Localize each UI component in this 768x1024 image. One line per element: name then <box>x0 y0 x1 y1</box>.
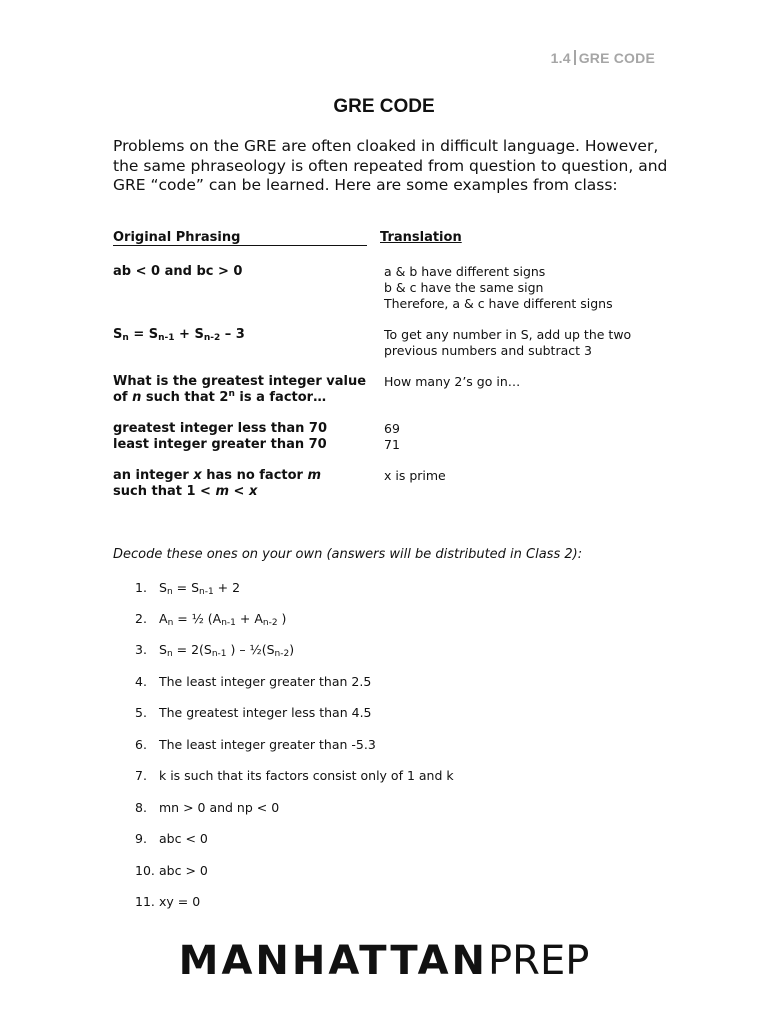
original-phrasing-cell <box>113 264 242 280</box>
translation-line: 69 <box>384 421 400 436</box>
original-phrasing-cell <box>113 327 245 343</box>
intro-line: Problems on the GRE are often cloaked in difficult language. However, <box>113 137 659 155</box>
translation-cell <box>384 264 613 312</box>
item-text: The least integer greater than -5.3 <box>159 737 376 752</box>
list-item <box>135 737 376 752</box>
list-item: 3. $S_n = 2(S_{n-1}$ ) – $\frac{1}{2}(S_{n-2})$ <box>135 642 295 659</box>
item-text: The least integer greater than 2.5 <box>159 674 372 689</box>
item-number: 8. <box>135 800 147 815</box>
list-item <box>135 705 372 720</box>
translation-line: To get any number in S, add up the two <box>384 327 632 342</box>
translation-line: x is prime <box>384 468 446 483</box>
list-item <box>135 800 279 815</box>
translation-line: b & c have the same sign <box>384 280 544 295</box>
logo-bold-word: MANHATTAN <box>178 938 489 984</box>
item-number: 1. <box>135 580 147 595</box>
list-item: 2. $A_n$ = ½ ($A_{n-1} + A_{n-2}$ ) <box>135 611 287 628</box>
column-header-original: Original Phrasing <box>113 230 367 246</box>
page-header <box>551 50 655 66</box>
item-number: 11. <box>135 894 155 909</box>
item-number: 2. <box>135 611 147 626</box>
list-item <box>135 894 200 909</box>
intro-line: the same phraseology is often repeated from question to question, and <box>113 156 668 175</box>
original-phrasing-cell <box>113 421 327 453</box>
item-text: abc < 0 <box>159 831 208 846</box>
list-item: 1. $S_n = S_{n-1} + 2$ <box>135 580 241 597</box>
manhattan-prep-logo <box>0 938 768 984</box>
phrasing-line: ab < 0 and bc > 0 <box>113 264 243 279</box>
item-text: mn > 0 and np < 0 <box>159 800 280 815</box>
section-label: GRE CODE <box>578 50 655 66</box>
item-number: 5. <box>135 705 147 720</box>
item-text: k is such that its factors consist only of 1 and k <box>159 768 454 783</box>
translation-line: Therefore, a & c have different signs <box>384 296 613 311</box>
header-divider <box>574 50 576 65</box>
list-item <box>135 831 208 846</box>
translation-line: How many 2’s go in… <box>384 374 521 389</box>
item-number: 4. <box>135 674 147 689</box>
decode-instructions: Decode these ones on your own (answers will be distributed in Class 2): <box>113 547 583 562</box>
original-phrasing-cell <box>113 374 366 406</box>
logo-light-word: PREP <box>488 938 590 984</box>
intro-line: GRE “code” can be learned. Here are some examples from class: <box>113 176 618 194</box>
item-number: 9. <box>135 831 147 846</box>
translation-line: 71 <box>384 437 400 452</box>
phrasing-line: greatest integer less than 70 <box>113 421 328 436</box>
translation-cell <box>384 421 400 453</box>
phrasing-line: least integer greater than 70 <box>113 437 327 452</box>
list-item <box>135 768 454 783</box>
phrasing-line: What is the greatest integer value <box>113 374 367 389</box>
phrasing-line: of n such that 2$^n$ is a factor… <box>113 389 327 405</box>
page-title: GRE CODE <box>333 96 435 117</box>
item-number: 3. <box>135 642 147 657</box>
intro-paragraph <box>113 137 673 196</box>
list-item <box>135 674 371 689</box>
list-item <box>135 863 208 878</box>
translation-line: a & b have different signs <box>384 264 546 279</box>
item-text: xy = 0 <box>159 894 201 909</box>
phrasing-line: such that 1 < m < x <box>113 484 258 499</box>
translation-cell <box>384 374 520 390</box>
item-number: 6. <box>135 737 147 752</box>
translation-line: previous numbers and subtract 3 <box>384 343 592 358</box>
item-number: 7. <box>135 768 147 783</box>
original-phrasing-cell <box>113 468 321 500</box>
phrasing-line: an integer x has no factor m <box>113 468 322 483</box>
item-text: The greatest integer less than 4.5 <box>159 705 372 720</box>
section-number: 1.4 <box>550 50 571 66</box>
column-header-translation: Translation <box>380 230 462 245</box>
translation-cell <box>384 468 446 484</box>
item-number: 10. <box>135 863 155 878</box>
sequence-formula: $S_n = S_{n-1} + S_{n-2} - 3$ <box>113 327 245 343</box>
translation-cell <box>384 327 631 359</box>
item-text: abc > 0 <box>159 863 208 878</box>
